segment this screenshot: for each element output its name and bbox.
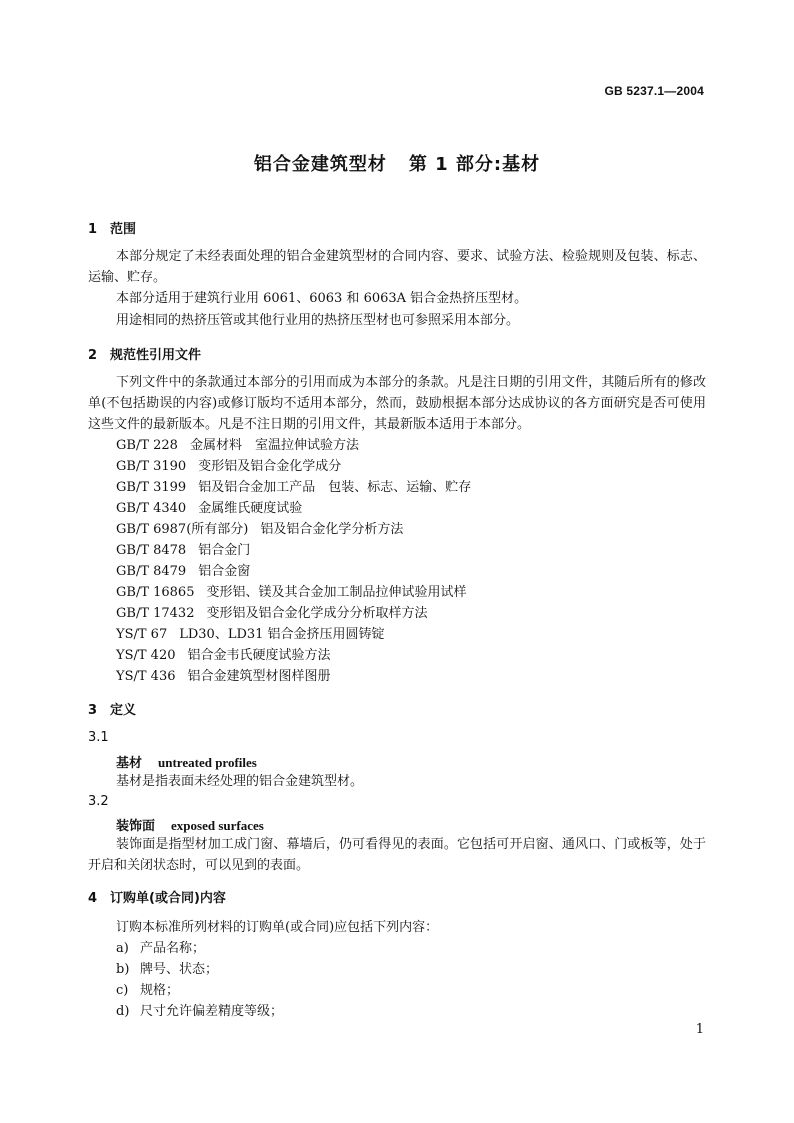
section-number: 4 (88, 891, 98, 906)
paragraph: 订购本标准所列材料的订购单(或合同)应包括下列内容： (116, 920, 439, 935)
term-english: exposed surfaces (171, 818, 264, 833)
reference-item (116, 645, 331, 666)
reference-title: 铝合金门 (198, 543, 251, 558)
section-heading (88, 887, 226, 906)
list-item-text: 尺寸允许偏差精度等级； (140, 1004, 284, 1019)
reference-item (116, 561, 250, 582)
reference-code: GB/T 17432 (116, 606, 195, 621)
reference-title: 铝及铝合金化学分析方法 (260, 522, 404, 537)
reference-item (116, 435, 359, 456)
reference-code: GB/T 6987(所有部分) (116, 522, 249, 537)
reference-title: 铝及铝合金加工产品 包装、标志、运输、贮存 (198, 480, 472, 495)
reference-code: GB/T 3199 (116, 480, 187, 495)
reference-code: GB/T 4340 (116, 501, 187, 516)
section-heading (88, 218, 136, 237)
reference-code: YS/T 420 (116, 648, 176, 663)
reference-title: 铝合金建筑型材图样图册 (187, 669, 331, 684)
reference-code: GB/T 16865 (116, 585, 195, 600)
paragraph: 用途相同的热挤压管或其他行业用的热挤压型材也可参照采用本部分。 (116, 313, 520, 328)
reference-code: GB/T 8479 (116, 564, 187, 579)
section-number: 3 (88, 703, 98, 718)
reference-code: GB/T 8478 (116, 543, 187, 558)
title-main: 铝合金建筑型材 (253, 154, 387, 175)
paragraph: 本部分适用于建筑行业用 6061、6063 和 6063A 铝合金热挤压型材。 (116, 291, 528, 306)
term-english: untreated profiles (158, 755, 257, 770)
title-part: 第 1 部分:基材 (408, 154, 541, 175)
clause-number: 3.1 (88, 730, 109, 745)
reference-title: 变形铝、镁及其合金加工制品拉伸试验用试样 (206, 585, 467, 600)
reference-code: YS/T 67 (116, 627, 168, 642)
section-title: 范围 (110, 222, 137, 237)
list-item (116, 980, 179, 1001)
list-item-text: 牌号、状态； (140, 962, 219, 977)
reference-item (116, 498, 302, 519)
reference-title: LD30、LD31 铝合金挤压用圆铸锭 (179, 627, 385, 642)
section-heading (88, 344, 201, 363)
reference-item (116, 624, 385, 645)
reference-item (116, 540, 250, 561)
document-title (0, 150, 794, 176)
reference-item (116, 582, 467, 603)
term-entry (116, 815, 264, 834)
section-title: 定义 (110, 703, 137, 718)
section-title: 订购单(或合同)内容 (110, 891, 226, 906)
definition: 装饰面是指型材加工成门窗、幕墙后，仍可看得见的表面。它包括可开启窗、通风口、门或板等，处于开启和关闭状态时，可以见到的表面。 (88, 837, 706, 873)
list-item (116, 959, 218, 980)
reference-title: 铝合金韦氏硬度试验方法 (187, 648, 331, 663)
reference-title: 变形铝及铝合金化学成分 (198, 459, 342, 474)
reference-code: GB/T 3190 (116, 459, 187, 474)
list-item-marker: b) (116, 962, 130, 977)
reference-item (116, 456, 341, 477)
term-chinese: 装饰面 (116, 819, 156, 834)
term-chinese: 基材 (116, 756, 143, 771)
clause-number: 3.2 (88, 794, 109, 809)
term-entry (116, 752, 257, 771)
list-item-marker: c) (116, 983, 129, 998)
reference-item (116, 519, 403, 540)
list-item-marker: a) (116, 941, 129, 956)
reference-code: GB/T 228 (116, 438, 178, 453)
page-number: 1 (695, 1022, 704, 1037)
section-heading (88, 699, 136, 718)
paragraph: 本部分规定了未经表面处理的铝合金建筑型材的合同内容、要求、试验方法、检验规则及包装、标志、运输、贮存。 (88, 249, 706, 285)
list-item-marker: d) (116, 1004, 130, 1019)
list-item (116, 1001, 283, 1022)
section-number: 2 (88, 348, 98, 363)
reference-item (116, 477, 471, 498)
standard-code: GB 5237.1—2004 (604, 84, 704, 98)
list-item-text: 产品名称； (140, 941, 206, 956)
list-item (116, 938, 205, 959)
paragraph: 下列文件中的条款通过本部分的引用而成为本部分的条款。凡是注日期的引用文件，其随后所有的修改单(不包括勘误的内容)或修订版均不适用本部分，然而，鼓励根据本部分达成协议的各方面研究是否可使用这些文件的最新版本。凡是不注日期的引用文件，其最新版本适用于本部分。 (88, 375, 706, 432)
list-item-text: 规格； (140, 983, 180, 998)
reference-title: 铝合金窗 (198, 564, 251, 579)
definition: 基材是指表面未经处理的铝合金建筑型材。 (116, 774, 364, 789)
reference-title: 金属维氏硬度试验 (198, 501, 303, 516)
reference-item (116, 666, 331, 687)
reference-title: 变形铝及铝合金化学成分分析取样方法 (206, 606, 428, 621)
section-number: 1 (88, 222, 98, 237)
reference-item (116, 603, 428, 624)
reference-code: YS/T 436 (116, 669, 176, 684)
reference-title: 金属材料 室温拉伸试验方法 (189, 438, 359, 453)
section-title: 规范性引用文件 (110, 348, 202, 363)
